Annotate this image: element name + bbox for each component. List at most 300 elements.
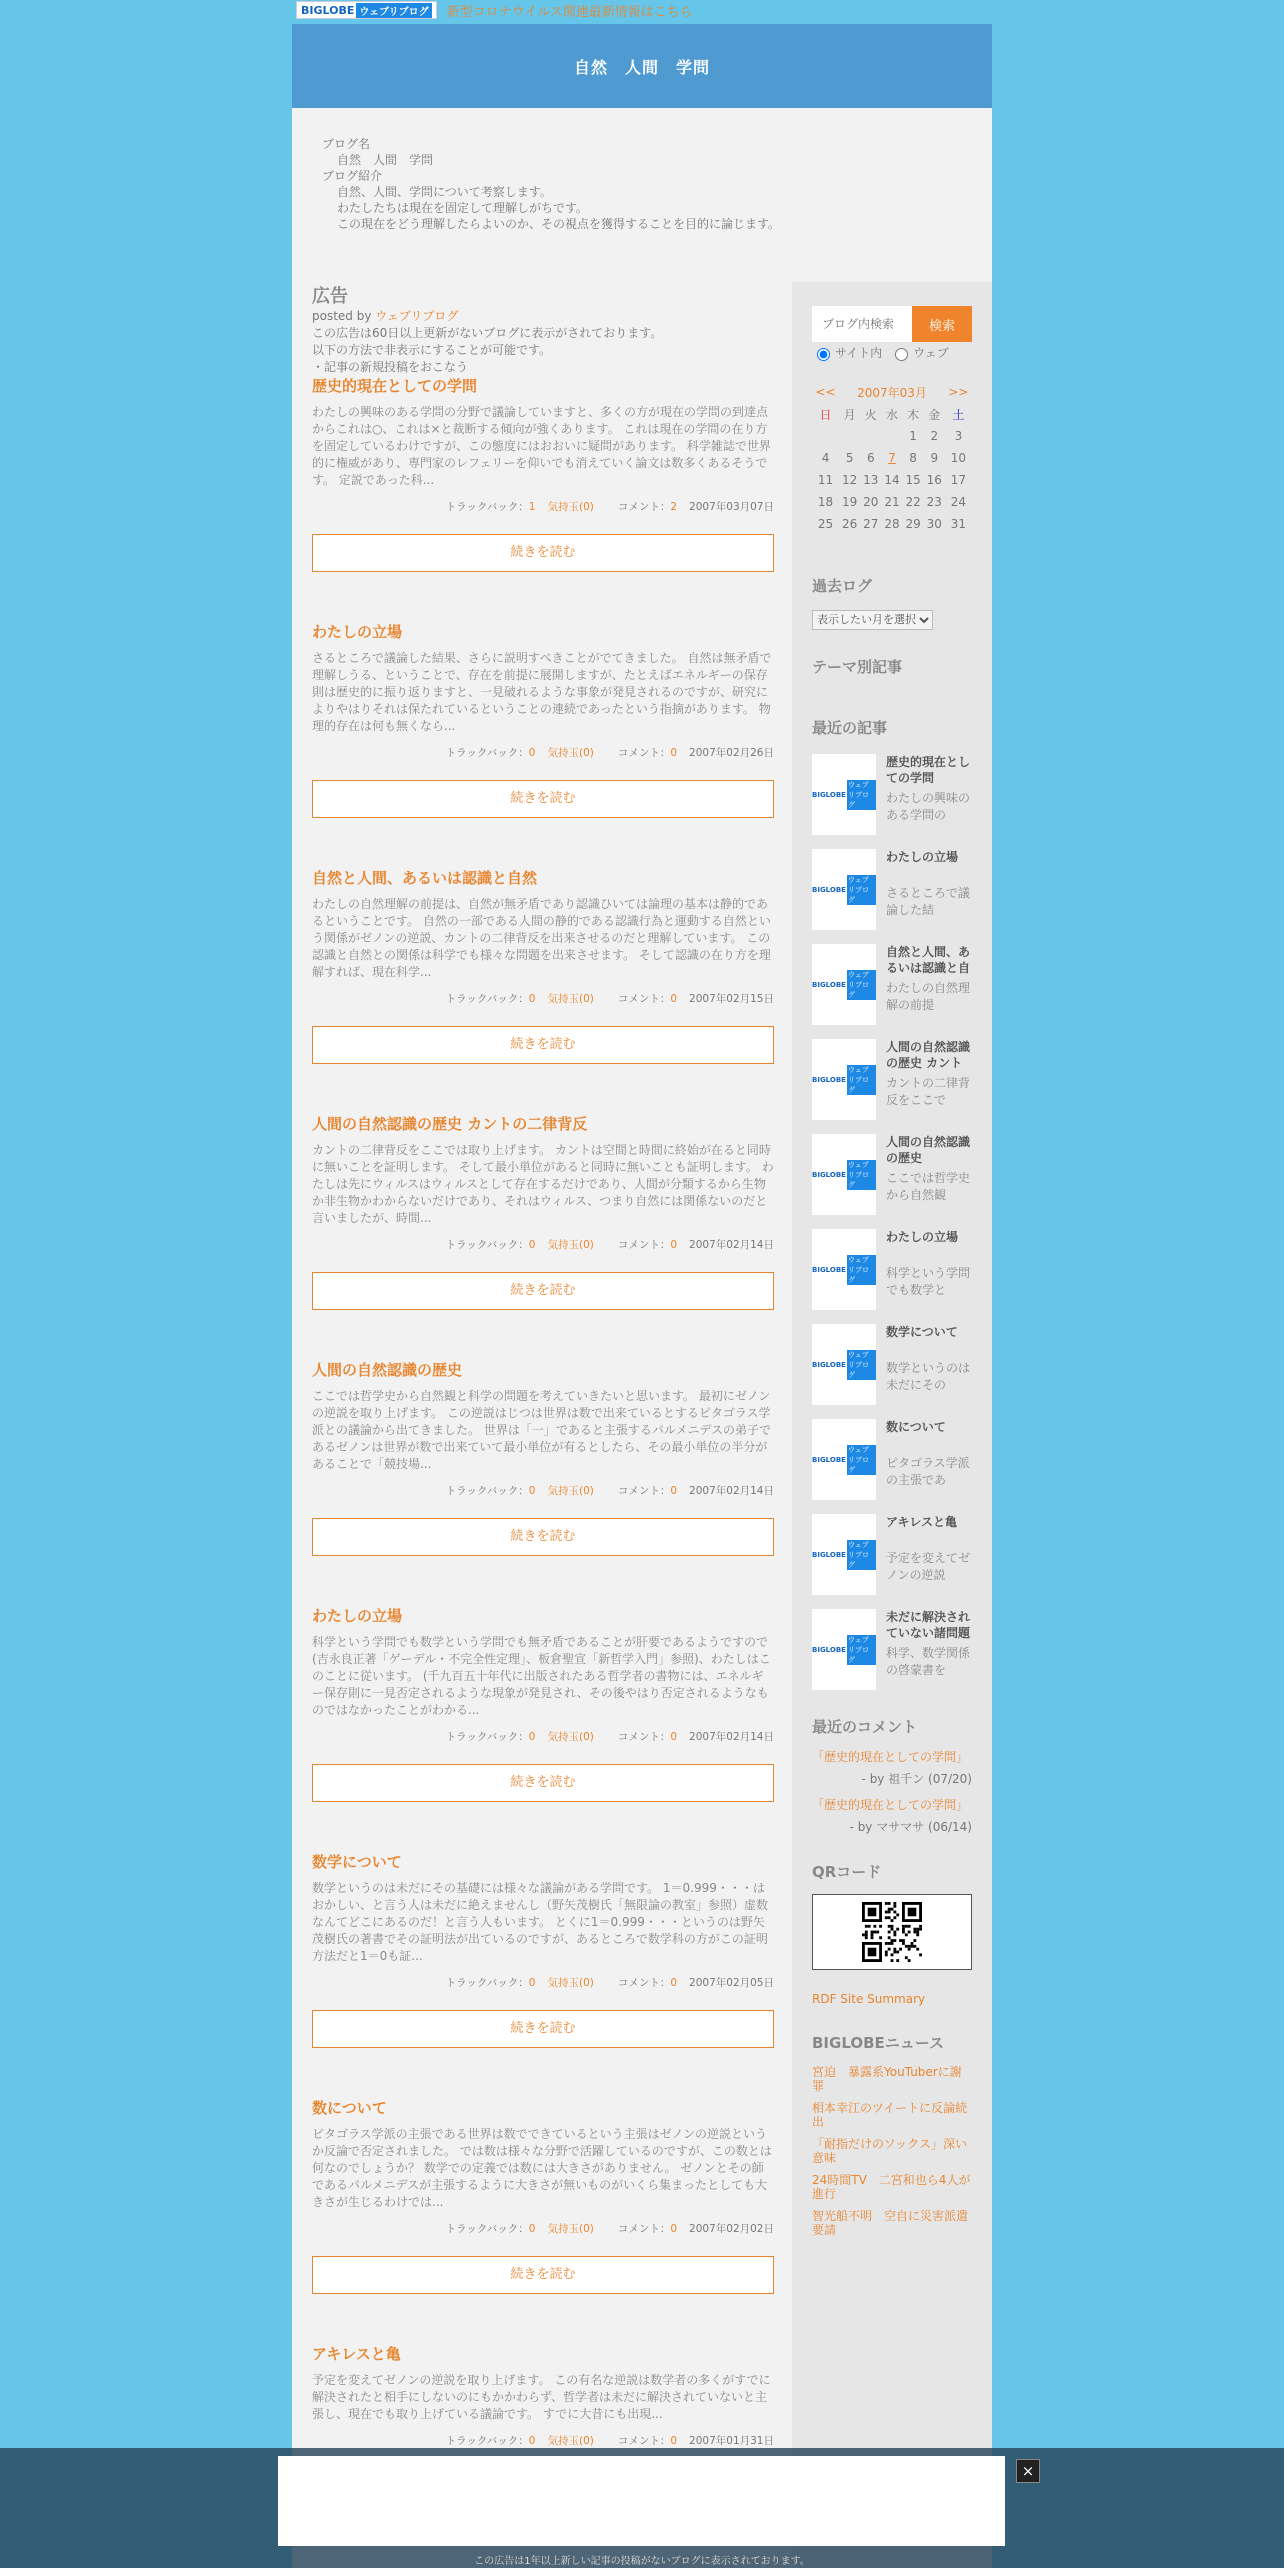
calendar-next[interactable]: >> (948, 385, 969, 399)
trackback-meta (434, 2223, 536, 2235)
comment-meta (606, 2223, 677, 2235)
post-title[interactable]: アキレスと亀 (312, 2345, 401, 2363)
logo-tag: ウェブリブログ (356, 3, 431, 18)
recent-article[interactable] (812, 1609, 972, 1690)
trackback-meta (434, 1485, 536, 1497)
post-meta (312, 745, 774, 760)
bottom-ad-banner[interactable] (278, 2456, 1005, 2546)
comment-count[interactable]: 0 (670, 993, 678, 1005)
recent-thumbnail[interactable] (812, 1134, 876, 1215)
thumbnail-logo (812, 780, 876, 810)
ad-line: ・記事の新規投稿をおこなう (312, 360, 469, 374)
calendar-day: 16 (926, 473, 942, 487)
recent-thumbnail[interactable] (812, 1609, 876, 1690)
thumbnail-logo-tag: ウェブリブログ (847, 780, 876, 810)
read-more-button[interactable]: 続きを読む (312, 2256, 774, 2294)
thumbnail-logo (812, 875, 876, 905)
page-container (292, 24, 992, 2568)
comment-count[interactable]: 0 (670, 2223, 678, 2235)
post-title[interactable]: 人間の自然認識の歴史 (312, 1361, 463, 1379)
calendar-day: 23 (926, 495, 942, 509)
tama-label[interactable]: 気持玉 (547, 1977, 579, 1989)
trackback-count[interactable]: 0 (528, 2435, 536, 2447)
qr-title: QRコード (812, 1863, 882, 1881)
comment-by: - by マサマサ (06/14) (849, 1820, 972, 1834)
logo-text: BIGLOBE (301, 3, 355, 17)
tama-label[interactable]: 気持玉 (547, 2435, 579, 2447)
calendar-day: 20 (863, 495, 879, 509)
calendar (812, 381, 972, 535)
post-title[interactable]: 数学について (312, 1853, 402, 1871)
trackback-count[interactable]: 0 (528, 1485, 536, 1497)
comment-post-link[interactable]: 「歴史的現在としての学問」 (812, 1750, 969, 1764)
calendar-weekday: 月 (843, 407, 856, 422)
calendar-week (812, 469, 972, 491)
tama-count[interactable]: (0) (578, 2223, 594, 2235)
calendar-week (812, 513, 972, 535)
post (312, 1114, 774, 1310)
thumbnail-logo-text: BIGLOBE (812, 1265, 846, 1274)
recent-title: 最近の記事 (812, 719, 888, 737)
calendar-weekday: 日 (819, 407, 832, 422)
recent-text (876, 1229, 972, 1310)
recent-title[interactable]: 数学について (886, 1325, 958, 1339)
calendar-week (812, 491, 972, 513)
post (312, 1606, 774, 1802)
calendar-day (812, 425, 839, 447)
biglobe-logo[interactable] (296, 1, 437, 19)
calendar-day (881, 425, 902, 447)
recent-thumbnail[interactable] (812, 849, 876, 930)
comment-item (812, 1749, 972, 1787)
post-date: 2007年02月15日 (689, 993, 774, 1005)
posted-by-label: posted by (312, 309, 372, 323)
post-list (312, 376, 774, 2506)
calendar-day: 22 (905, 495, 921, 509)
ad-author-link[interactable]: ウェブリブログ (375, 309, 459, 323)
blog-header (292, 24, 992, 108)
comment-count[interactable]: 0 (670, 2435, 678, 2447)
search-input[interactable] (812, 306, 912, 342)
recent-text (876, 1134, 972, 1215)
qr-image (862, 1902, 922, 1962)
scope-site[interactable] (812, 344, 882, 361)
post-date: 2007年02月02日 (689, 2223, 774, 2235)
comment-label: コメント： (617, 993, 671, 1005)
calendar-day: 29 (905, 517, 921, 531)
calendar-weekday: 木 (907, 407, 920, 422)
calendar-day (839, 425, 860, 447)
post-excerpt: 科学という学問でも数学という学問でも無矛盾であることが肝要であるようですので(吉永良正著「ゲーデル・不完全性定理」、板倉聖宣「新哲学入門」参照)、わたしはこのことに従います。 (千九百五十年代に出版されたある哲学者の書物には、エネルギー保存則に一見否定されるような現象が発見され、その後やはり否定されるようなものではなかったことがわかる... (312, 1635, 771, 1717)
calendar-day: 9 (930, 451, 939, 465)
calendar-day: 11 (817, 473, 834, 487)
calendar-day (860, 425, 881, 447)
ad-footer-note: この広告は1年以上新しい記事の投稿がないブログに表示されております。 (474, 2556, 810, 2567)
trackback-count[interactable]: 1 (528, 501, 536, 513)
post-excerpt: わたしの興味のある学問の分野で議論していますと、多くの方が現在の学問の到達点からこれは○、これは×と裁断する傾向が強くあります。 これは現在の学問の在り方を固定しているわけですが、この態度にはおおいに疑問があります。 科学雑誌で世界的に権威があり、専門家のレフェリーを仰いでも消えていく論文は数多くあるそうです。 定説であった科... (312, 405, 771, 487)
comment-list (812, 1749, 972, 1835)
thumbnail-logo (812, 1350, 876, 1380)
tama-label[interactable]: 気持玉 (547, 1239, 579, 1251)
recent-text (876, 944, 972, 1025)
recent-text (876, 1609, 972, 1690)
ad-posted-by (312, 308, 774, 325)
recent-title[interactable]: わたしの立場 (886, 850, 959, 864)
comment-label: コメント： (617, 747, 671, 759)
tama-count[interactable]: (0) (578, 1485, 594, 1497)
read-more-button[interactable]: 続きを読む (312, 534, 774, 572)
comment-label: コメント： (617, 2223, 671, 2235)
comment-count[interactable]: 0 (670, 1239, 678, 1251)
post-date: 2007年02月14日 (689, 1731, 774, 1743)
post-title[interactable]: 自然と人間、あるいは認識と自然 (312, 869, 538, 887)
trackback-count[interactable]: 0 (528, 747, 536, 759)
recent-title[interactable]: 数について (886, 1420, 946, 1434)
calendar-day: 14 (884, 473, 900, 487)
comment-count[interactable]: 2 (670, 501, 678, 513)
comment-meta (606, 501, 677, 513)
tama-count[interactable]: (0) (578, 747, 594, 759)
calendar-day: 21 (884, 495, 900, 509)
tama-meta (547, 1731, 593, 1743)
news-link[interactable]: 智光船不明 空自に災害派遣要請 (812, 2209, 969, 2237)
calendar-weekday: 水 (885, 407, 898, 422)
tama-meta (547, 2435, 593, 2447)
read-more-button[interactable]: 続きを読む (312, 780, 774, 818)
thumbnail-logo (812, 970, 876, 1000)
thumbnail-logo-tag: ウェブリブログ (847, 1635, 876, 1665)
news-list (812, 2065, 972, 2237)
archive-select[interactable] (812, 610, 933, 630)
recent-article[interactable] (812, 849, 972, 930)
comment-post-link[interactable]: 「歴史的現在としての学問」 (812, 1798, 969, 1812)
recent-title[interactable]: 自然と人間、あるいは認識と自 (886, 945, 971, 975)
recent-thumbnail[interactable] (812, 1039, 876, 1120)
post-date: 2007年03月07日 (689, 501, 774, 513)
read-more-button[interactable]: 続きを読む (312, 1272, 774, 1310)
comment-meta (606, 1977, 677, 1989)
post-date: 2007年01月31日 (689, 2435, 774, 2447)
post-date: 2007年02月14日 (689, 1239, 774, 1251)
tama-count[interactable]: (0) (578, 1731, 594, 1743)
trackback-meta (434, 1977, 536, 1989)
tama-meta (547, 2223, 593, 2235)
tama-meta (547, 993, 593, 1005)
tama-count[interactable]: (0) (578, 1239, 594, 1251)
trackback-label: トラックバック： (445, 1485, 529, 1497)
post-excerpt: ピタゴラス学派の主張である世界は数でできているという主張はゼノンの逆説というか反論で否定されました。 では数は様々な分野で活躍しているのですが、この数とは何なのでしょうか？ 数学での定義では数には大きさがありません。 ゼノンとその師であるパルメニデスが主張するように大きさが無いものがいくら集まったとしても大きさが生じるわけでは... (312, 2127, 772, 2209)
recent-snippet: ピタゴラス学派の主張であ (886, 1456, 970, 1487)
recent-snippet: 予定を変えてゼノンの逆説 (886, 1551, 971, 1582)
calendar-day: 4 (821, 451, 830, 465)
calendar-day: 30 (926, 517, 942, 531)
read-more-button[interactable]: 続きを読む (312, 1026, 774, 1064)
tama-label[interactable]: 気持玉 (547, 993, 579, 1005)
calendar-day: 28 (884, 517, 900, 531)
calendar-day: 6 (866, 451, 875, 465)
thumbnail-logo-text: BIGLOBE (812, 1550, 846, 1559)
scope-web[interactable] (890, 344, 949, 361)
post-excerpt: カントの二律背反をここでは取り上げます。 カントは空間と時間に終始が在ると同時に無いことを証明します。 そして最小単位があると同時に無いことも証明します。 わたしは先にウィルスはウィルスとして存在するだけであり、人間が分類するから生物か非生物かわからないだけであり、それはウィルス、つまり自然には関係ないのだと言いましたが、時間... (312, 1143, 774, 1225)
recent-snippet: カントの二律背反をここで (886, 1076, 971, 1107)
post-title[interactable]: 歴史的現在としての学問 (312, 377, 478, 395)
trackback-label: トラックバック： (445, 747, 529, 759)
search-button[interactable]: 検索 (912, 306, 972, 342)
post-meta (312, 1729, 774, 1744)
recent-title[interactable]: アキレスと亀 (886, 1515, 958, 1529)
calendar-day: 1 (909, 429, 917, 443)
calendar-week (812, 447, 972, 469)
calendar-day: 8 (909, 451, 917, 465)
recent-article[interactable] (812, 1514, 972, 1595)
blog-title[interactable]: 自然 人間 学問 (573, 57, 710, 77)
tama-label[interactable]: 気持玉 (547, 501, 579, 513)
calendar-day: 10 (950, 451, 967, 465)
thumbnail-logo-text: BIGLOBE (812, 1360, 846, 1369)
recent-title[interactable]: 人間の自然認識の歴史 (886, 1135, 971, 1165)
comment-meta (606, 993, 677, 1005)
recent-snippet: さるところで議論した結 (886, 886, 970, 917)
calendar-day: 26 (842, 517, 858, 531)
post (312, 622, 774, 818)
recent-thumbnail[interactable] (812, 754, 876, 835)
tama-count[interactable]: (0) (578, 2435, 594, 2447)
thumbnail-logo-tag: ウェブリブログ (847, 970, 876, 1000)
recent-text (876, 1514, 972, 1595)
news-title: BIGLOBEニュース (812, 2034, 945, 2052)
post (312, 2098, 774, 2294)
close-icon[interactable]: × (1016, 2459, 1040, 2483)
post-meta (312, 1483, 774, 1498)
calendar-day: 17 (950, 473, 967, 487)
comment-label: コメント： (617, 501, 671, 513)
thumbnail-logo-text: BIGLOBE (812, 790, 846, 799)
thumbnail-logo-text: BIGLOBE (812, 1455, 846, 1464)
recent-snippet: 科学、数学関係の啓蒙書を (886, 1646, 971, 1677)
trackback-count[interactable]: 0 (528, 1977, 536, 1989)
post (312, 1852, 774, 2048)
comment-count[interactable]: 0 (670, 1485, 678, 1497)
recent-thumbnail[interactable] (812, 1514, 876, 1595)
recent-text (876, 754, 972, 835)
rdf-link[interactable]: RDF Site Summary (812, 1992, 926, 2006)
post-title[interactable]: わたしの立場 (312, 623, 403, 641)
blog-search (812, 306, 972, 342)
ad-title: 広告 (312, 286, 348, 307)
recent-list (812, 754, 972, 1690)
news-link[interactable]: 24時間TV 二宮和也ら4人が進行 (812, 2173, 971, 2201)
covid-notice-link[interactable]: 新型コロナウイルス関連最新情報はこちら (446, 4, 693, 20)
thumbnail-logo (812, 1160, 876, 1190)
recent-title[interactable]: 歴史的現在としての学問 (886, 755, 971, 785)
recent-article[interactable] (812, 1134, 972, 1215)
tama-label[interactable]: 気持玉 (547, 2223, 579, 2235)
comment-label: コメント： (617, 1977, 671, 1989)
thumbnail-logo (812, 1635, 876, 1665)
thumbnail-logo-tag: ウェブリブログ (847, 1445, 876, 1475)
tama-count[interactable]: (0) (578, 501, 594, 513)
calendar-day: 18 (817, 495, 834, 509)
comment-meta (606, 2435, 677, 2447)
tama-count[interactable]: (0) (578, 993, 594, 1005)
recent-title[interactable]: 人間の自然認識の歴史 カント (886, 1040, 971, 1070)
news-link[interactable]: 「耐指だけのソックス」深い意味 (812, 2137, 968, 2165)
calendar-week (812, 425, 972, 447)
trackback-meta (434, 747, 536, 759)
recent-text (876, 849, 972, 930)
post-excerpt: わたしの自然理解の前提は、自然が無矛盾であり認識ひいては論理の基本は静的であるということです。 自然の一部である人間の静的である認識行為と運動する自然という関係がゼノンの逆説、カントの二律背反を出来させるのだと理解しています。 この認識と自然との関係は科学でも様々な問題を出来させます。 そして認識の在り方を理解すれば、現在科学... (312, 897, 771, 979)
trackback-meta (434, 501, 536, 513)
tama-meta (547, 1239, 593, 1251)
thumbnail-logo-tag: ウェブリブログ (847, 1350, 876, 1380)
post-meta (312, 1975, 774, 1990)
post-meta (312, 991, 774, 1006)
comment-meta (606, 1239, 677, 1251)
recent-snippet: わたしの興味のある学問の (886, 791, 971, 822)
trackback-count[interactable]: 0 (528, 1239, 536, 1251)
calendar-day: 25 (817, 517, 834, 531)
ad-line: 以下の方法で非表示にすることが可能です。 (312, 343, 552, 357)
thumbnail-logo-text: BIGLOBE (812, 980, 846, 989)
search-scope (812, 344, 972, 361)
thumbnail-logo-tag: ウェブリブログ (847, 1065, 876, 1095)
recent-title[interactable]: 未だに解決されていない諸問題 (886, 1610, 971, 1640)
trackback-meta (434, 1731, 536, 1743)
thumbnail-logo-tag: ウェブリブログ (847, 1540, 876, 1570)
recent-thumbnail[interactable] (812, 944, 876, 1025)
tama-label[interactable]: 気持玉 (547, 1485, 579, 1497)
post (312, 868, 774, 1064)
tama-count[interactable]: (0) (578, 1977, 594, 1989)
post (312, 1360, 774, 1556)
read-more-button[interactable]: 続きを読む (312, 1764, 774, 1802)
calendar-day: 13 (863, 473, 879, 487)
comment-count[interactable]: 0 (670, 1977, 678, 1989)
post-date: 2007年02月05日 (689, 1977, 774, 1989)
trackback-label: トラックバック： (445, 2223, 529, 2235)
recent-thumbnail[interactable] (812, 1419, 876, 1500)
post-excerpt: ここでは哲学史から自然観と科学の問題を考えていきたいと思います。 最初にゼノンの逆説を取り上げます。 この逆説はじつは世界は数で出来ているとするピタゴラス学派との議論から出てきました。 世界は「一」であると主張するパルメニデスの弟子であるゼノンは世界が数で出来ていて最小単位が有るとしたら、その最小単位の半分があることで「競技場... (312, 1389, 771, 1471)
calendar-day: 15 (905, 473, 921, 487)
trackback-count[interactable]: 0 (528, 1731, 536, 1743)
blog-name: 自然 人間 学問 (337, 153, 434, 167)
scope-web-label: ウェブ (913, 346, 949, 360)
recent-thumbnail[interactable] (812, 1324, 876, 1405)
calendar-day[interactable]: 7 (888, 451, 896, 465)
scope-site-radio[interactable] (817, 348, 830, 361)
comment-meta (606, 1731, 677, 1743)
comments-title: 最近のコメント (812, 1718, 918, 1736)
trackback-count[interactable]: 0 (528, 993, 536, 1005)
post-excerpt: さるところで議論した結果、さらに説明すべきことがでてきました。 自然は無矛盾で理解しうる、ということで、存在を前提に展開しますが、たとえばエネルギーの保存則は歴史的に振り返りますと、一見破れるような事象が発見されるのですが、研究によりやはりそれは保たれているということの連続であったという指摘があります。 物理的存在は何も無くなら... (312, 651, 772, 733)
qr-code (812, 1894, 972, 1970)
calendar-day: 2 (930, 429, 939, 443)
thumbnail-logo (812, 1445, 876, 1475)
comment-label: コメント： (617, 1485, 671, 1497)
post-meta (312, 1237, 774, 1252)
comment-count[interactable]: 0 (670, 1731, 678, 1743)
tama-label[interactable]: 気持玉 (547, 747, 579, 759)
calendar-day: 19 (842, 495, 858, 509)
thumbnail-logo-text: BIGLOBE (812, 1645, 846, 1654)
calendar-day: 3 (954, 429, 963, 443)
top-bar (296, 0, 693, 20)
recent-text (876, 1324, 972, 1405)
recent-article[interactable] (812, 1324, 972, 1405)
calendar-weekday: 金 (928, 407, 941, 422)
post-title[interactable]: わたしの立場 (312, 1607, 403, 1625)
calendar-day: 27 (863, 517, 879, 531)
comment-item (812, 1797, 972, 1835)
recent-title[interactable]: わたしの立場 (886, 1230, 959, 1244)
tama-label[interactable]: 気持玉 (547, 1731, 579, 1743)
calendar-prev[interactable]: << (815, 385, 836, 399)
thumbnail-logo (812, 1255, 876, 1285)
trackback-label: トラックバック： (445, 993, 529, 1005)
blog-intro-line: 自然、人間、学問について考察します。 (337, 185, 552, 199)
trackback-label: トラックバック： (445, 1239, 529, 1251)
recent-article[interactable] (812, 944, 972, 1025)
read-more-button[interactable]: 続きを読む (312, 1518, 774, 1556)
trackback-meta (434, 1239, 536, 1251)
archive-title: 過去ログ (812, 577, 873, 595)
thumbnail-logo (812, 1540, 876, 1570)
tama-meta (547, 1485, 593, 1497)
calendar-month[interactable]: 2007年03月 (857, 385, 927, 400)
post-excerpt: 数学というのは未だにその基礎には様々な議論がある学問です。 1＝0.999・・・はおかしい、と言う人は未だに絶えませんし（野矢茂樹氏「無限論の教室」参照）虚数なんてどこにあるのだ！と言う人もいます。 とくに1＝0.999・・・というのは野矢茂樹氏の著書でその証明法が出ているのですが、あるところで数学科の方がこの証明方法だと1＝0も証... (312, 1881, 769, 1963)
tama-meta (547, 1977, 593, 1989)
comment-count[interactable]: 0 (670, 747, 678, 759)
post-meta (312, 2221, 774, 2236)
news-link[interactable]: 相本幸江のツイートに反論続出 (812, 2101, 968, 2129)
trackback-count[interactable]: 0 (528, 2223, 536, 2235)
post-title[interactable]: 数について (312, 2099, 387, 2117)
recent-article[interactable] (812, 1419, 972, 1500)
post-title[interactable]: 人間の自然認識の歴史 カントの二律背反 (312, 1115, 588, 1133)
recent-article[interactable] (812, 1229, 972, 1310)
ad-line: この広告は60日以上更新がないブログに表示がされております。 (312, 326, 663, 340)
trackback-meta (434, 993, 536, 1005)
recent-article[interactable] (812, 754, 972, 835)
blog-intro-line: この現在をどう理解したらよいのか、その視点を獲得することを目的に論じます。 (337, 217, 781, 231)
recent-snippet: わたしの自然理解の前提 (886, 981, 971, 1012)
comment-meta (606, 1485, 677, 1497)
calendar-day: 24 (950, 495, 967, 509)
sidebar (792, 282, 992, 2568)
comment-by: - by 祖千ン (07/20) (861, 1772, 972, 1786)
post-excerpt: 予定を変えてゼノンの逆説を取り上げます。 この有名な逆説は数学者の多くがすでに解決されたと相手にしないのにもかかわらず、哲学者は未だに解決されていないと主張し、現在でも取り上げている議論です。 すでに大昔にも出現... (312, 2373, 771, 2421)
recent-thumbnail[interactable] (812, 1229, 876, 1310)
comment-label: コメント： (617, 1239, 671, 1251)
comment-label: コメント： (617, 1731, 671, 1743)
news-link[interactable]: 宮迫 暴露系YouTuberに謝罪 (812, 2065, 962, 2093)
read-more-button[interactable]: 続きを読む (312, 2010, 774, 2048)
calendar-weekday: 火 (864, 407, 877, 422)
trackback-label: トラックバック： (445, 2435, 529, 2447)
recent-article[interactable] (812, 1039, 972, 1120)
recent-snippet: 数学というのは未だにその (886, 1361, 971, 1392)
calendar-day: 31 (950, 517, 967, 531)
comment-label: コメント： (617, 2435, 671, 2447)
calendar-weekday: 土 (952, 407, 965, 422)
scope-web-radio[interactable] (895, 348, 908, 361)
blog-intro-label: ブログ紹介 (322, 169, 383, 183)
trackback-label: トラックバック： (445, 1731, 529, 1743)
trackback-meta (434, 2435, 536, 2447)
thumbnail-logo-tag: ウェブリブログ (847, 1160, 876, 1190)
post-meta (312, 499, 774, 514)
comment-meta (606, 747, 677, 759)
